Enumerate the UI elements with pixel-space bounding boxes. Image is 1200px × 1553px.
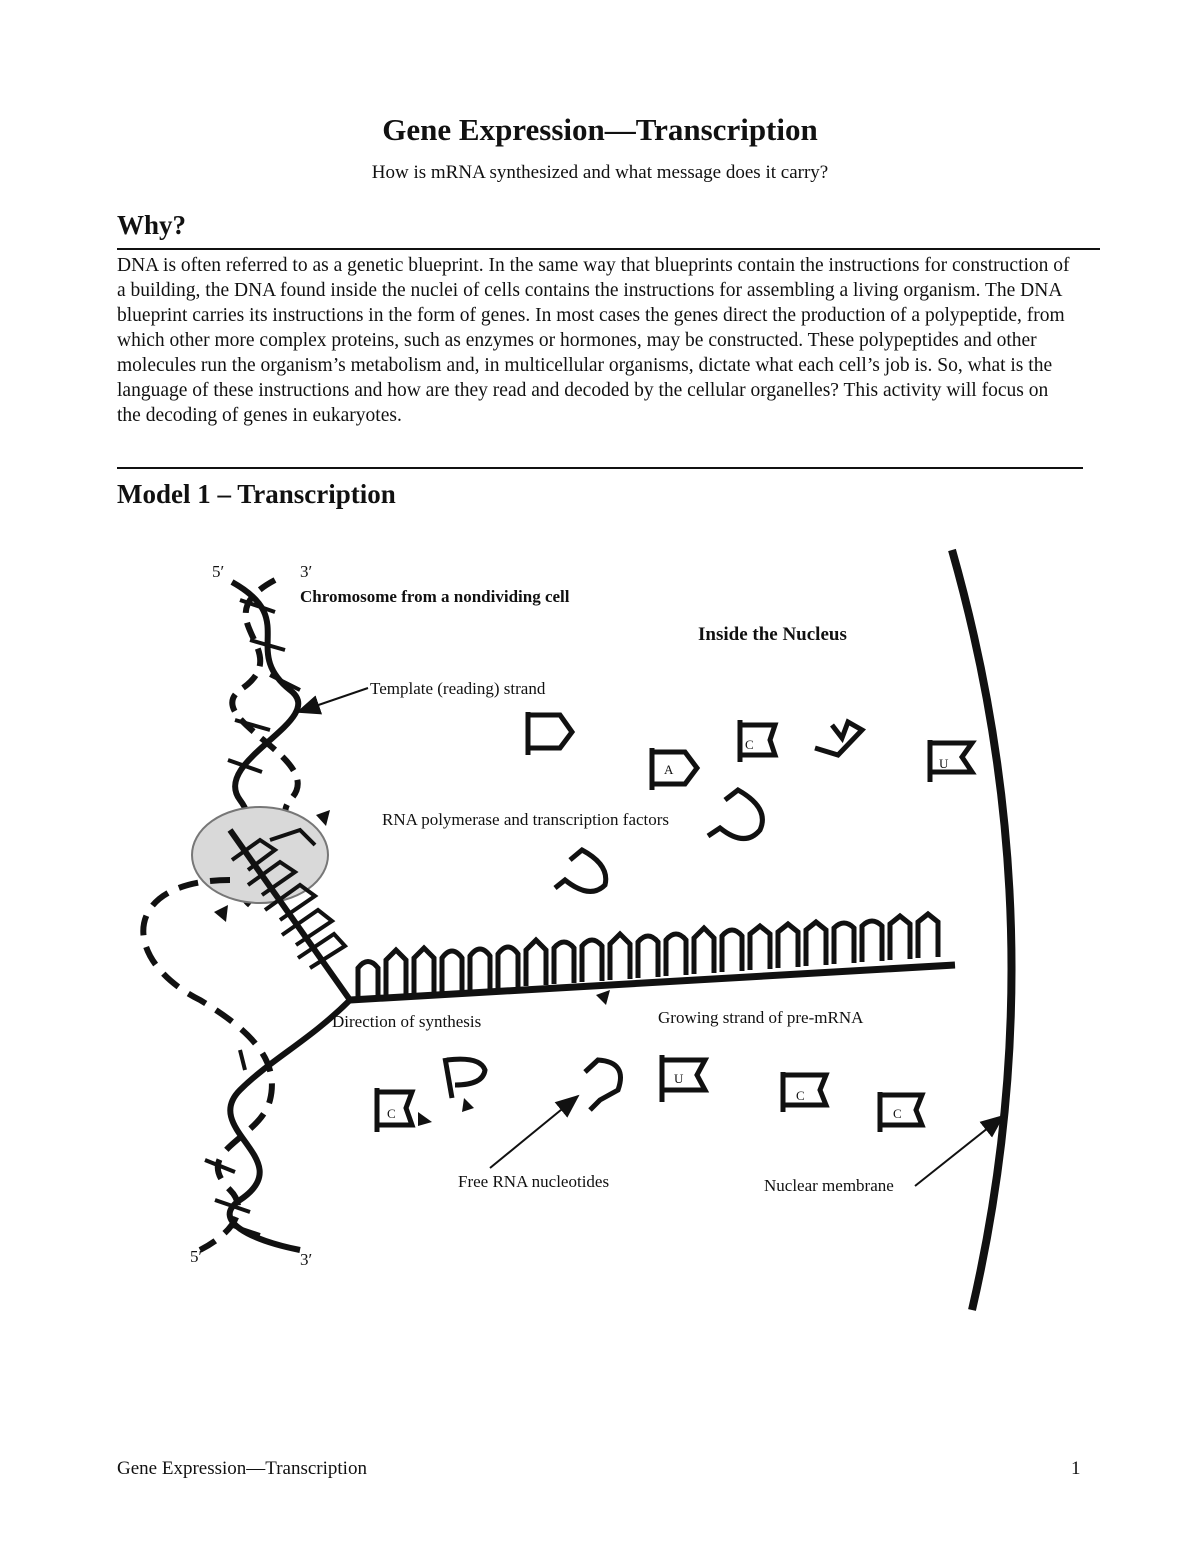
nuclear-membrane-arrow (915, 1116, 1003, 1186)
footer-page-number: 1 (1071, 1458, 1081, 1479)
free-nucleotides-bottom (377, 1055, 922, 1132)
coding-strand-loop (143, 880, 272, 1250)
why-bottom-rule (117, 467, 1083, 469)
template-strand-arrow (298, 688, 368, 712)
top-five-prime-label: 5′ (212, 562, 225, 581)
free-nucleotides-label: Free RNA nucleotides (458, 1172, 610, 1191)
bottom-three-prime-label: 3′ (300, 1250, 313, 1269)
growing-strand-label: Growing strand of pre-mRNA (658, 1008, 864, 1027)
nucleotide-label-6: C (796, 1088, 805, 1103)
nucleotide-label-1: C (745, 737, 754, 752)
why-heading: Why? (117, 210, 187, 240)
chromosome-label: Chromosome from a nondividing cell (300, 587, 570, 606)
rna-polymerase-label: RNA polymerase and transcription factors (382, 810, 670, 829)
inside-nucleus-label: Inside the Nucleus (698, 624, 847, 645)
nucleotide-label-5: U (674, 1071, 684, 1086)
bottom-five-prime-label: 5′ (190, 1247, 203, 1266)
nucleotide-label-4: C (387, 1106, 396, 1121)
transcription-diagram (0, 520, 1200, 1350)
template-strand-label: Template (reading) strand (370, 679, 546, 698)
nuclear-membrane-label: Nuclear membrane (764, 1176, 894, 1195)
footer-title: Gene Expression—Transcription (117, 1458, 367, 1479)
nucleotide-label-3: U (939, 756, 949, 771)
why-top-rule (117, 248, 1100, 250)
free-nucleotides-arrow (490, 1096, 578, 1168)
top-three-prime-label: 3′ (300, 562, 313, 581)
why-paragraph: DNA is often referred to as a genetic blueprint. In the same way that blueprints contain the instructions for construction of a building, the DNA found inside the nuclei of cells contains the instructions for assembling a living organism. The DNA blueprint carries its instructions in the form of genes. In most cases the genes direct the production of a polypeptide, from which other more complex proteins, such as enzymes or hormones, may be constructed. These polypeptides and other molecules run the organism’s metabolism and, in multicellular organisms, dictate what each cell’s job is. So, what is the language of these instructions and how are they read and decoded by the cellular organelles? This activity will focus on the decoding of genes in eukaryotes. (117, 255, 1070, 426)
nucleotide-label-2: A (664, 762, 674, 777)
page-subtitle: How is mRNA synthesized and what message does it carry? (371, 162, 829, 183)
page-title: Gene Expression—Transcription (382, 112, 818, 147)
nucleotide-label-7: C (893, 1106, 902, 1121)
nuclear-membrane-shape (952, 550, 1012, 1310)
direction-of-synthesis-label: Direction of synthesis (332, 1012, 482, 1031)
model-heading: Model 1 – Transcription (117, 479, 396, 509)
